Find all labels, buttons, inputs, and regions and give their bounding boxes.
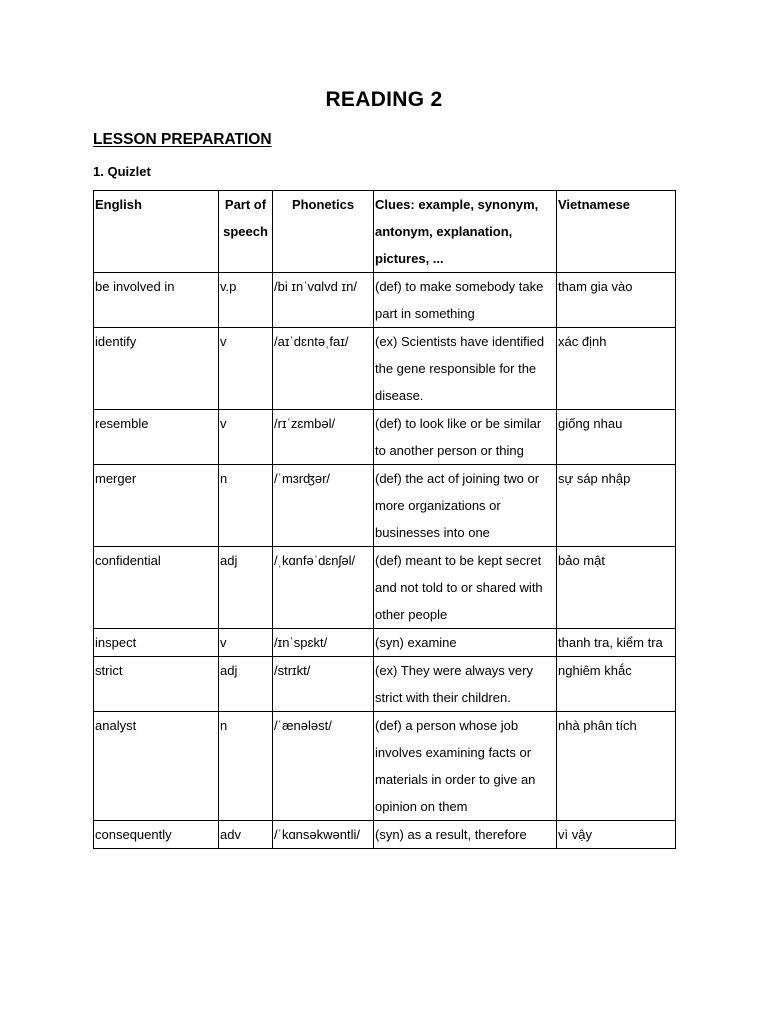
cell-english: strict: [94, 657, 219, 712]
header-vietnamese: Vietnamese: [557, 191, 676, 273]
table-row: [94, 629, 676, 657]
subsection-heading: 1. Quizlet: [93, 164, 151, 179]
header-clues: Clues: example, synonym, antonym, explanation, pictures, ...: [374, 191, 557, 273]
cell-english: merger: [94, 465, 219, 547]
cell-clue: (def) to look like or be similar to another person or thing: [374, 410, 557, 465]
cell-part-of-speech: v: [219, 629, 273, 657]
table-header-row: [94, 191, 676, 273]
cell-english: consequently: [94, 821, 219, 849]
cell-english: inspect: [94, 629, 219, 657]
cell-part-of-speech: n: [219, 712, 273, 821]
cell-part-of-speech: v: [219, 328, 273, 410]
cell-vietnamese: vì vậy: [557, 821, 676, 849]
cell-phonetics: /bi ɪnˈvɑlvd ɪn/: [273, 273, 374, 328]
cell-phonetics: /ɪnˈspɛkt/: [273, 629, 374, 657]
cell-part-of-speech: v: [219, 410, 273, 465]
cell-clue: (def) the act of joining two or more organizations or businesses into one: [374, 465, 557, 547]
cell-phonetics: /rɪˈzɛmbəl/: [273, 410, 374, 465]
cell-part-of-speech: v.p: [219, 273, 273, 328]
cell-phonetics: /ˈkɑnsəkwəntli/: [273, 821, 374, 849]
cell-phonetics: /ˈænələst/: [273, 712, 374, 821]
cell-vietnamese: giống nhau: [557, 410, 676, 465]
cell-vietnamese: nghiêm khắc: [557, 657, 676, 712]
cell-clue: (ex) They were always very strict with their children.: [374, 657, 557, 712]
header-english: English: [94, 191, 219, 273]
cell-clue: (def) to make somebody take part in something: [374, 273, 557, 328]
cell-part-of-speech: adj: [219, 657, 273, 712]
cell-english: be involved in: [94, 273, 219, 328]
cell-part-of-speech: n: [219, 465, 273, 547]
section-heading: LESSON PREPARATION: [93, 131, 272, 148]
cell-phonetics: /ˈmɜrʤər/: [273, 465, 374, 547]
cell-vietnamese: thanh tra, kiểm tra: [557, 629, 676, 657]
cell-part-of-speech: adj: [219, 547, 273, 629]
cell-vietnamese: xác định: [557, 328, 676, 410]
page-title: READING 2: [325, 88, 443, 111]
table-row: [94, 410, 676, 465]
cell-vietnamese: tham gia vào: [557, 273, 676, 328]
cell-clue: (def) meant to be kept secret and not told to or shared with other people: [374, 547, 557, 629]
cell-english: resemble: [94, 410, 219, 465]
cell-vietnamese: bảo mật: [557, 547, 676, 629]
cell-clue: (ex) Scientists have identified the gene responsible for the disease.: [374, 328, 557, 410]
table-row: [94, 273, 676, 328]
cell-phonetics: /aɪˈdɛntəˌfaɪ/: [273, 328, 374, 410]
cell-vietnamese: sự sáp nhập: [557, 465, 676, 547]
header-phonetics: Phonetics: [273, 191, 374, 273]
cell-vietnamese: nhà phân tích: [557, 712, 676, 821]
table-row: [94, 712, 676, 821]
cell-english: identify: [94, 328, 219, 410]
table-row: [94, 821, 676, 849]
header-part-of-speech: Part of speech: [219, 191, 273, 273]
cell-clue: (syn) examine: [374, 629, 557, 657]
table-row: [94, 465, 676, 547]
cell-phonetics: /ˌkɑnfəˈdɛnʃəl/: [273, 547, 374, 629]
cell-phonetics: /strɪkt/: [273, 657, 374, 712]
table-row: [94, 547, 676, 629]
vocabulary-table: [93, 190, 676, 849]
table-row: [94, 657, 676, 712]
cell-part-of-speech: adv: [219, 821, 273, 849]
cell-english: confidential: [94, 547, 219, 629]
cell-clue: (def) a person whose job involves examining facts or materials in order to give an opinion on them: [374, 712, 557, 821]
cell-clue: (syn) as a result, therefore: [374, 821, 557, 849]
table-row: [94, 328, 676, 410]
cell-english: analyst: [94, 712, 219, 821]
